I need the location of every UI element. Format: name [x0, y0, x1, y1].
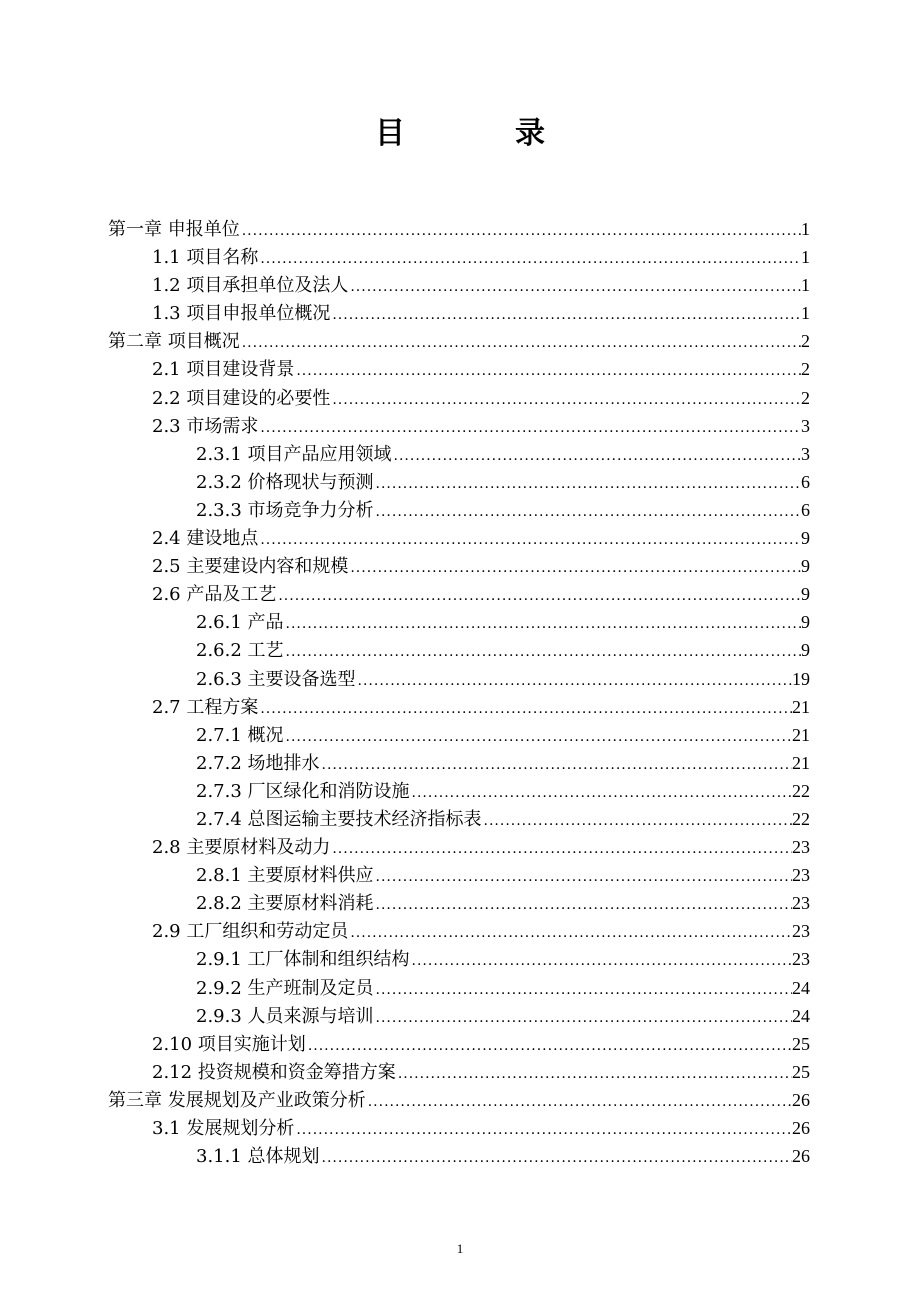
toc-entry[interactable]	[108, 524, 810, 552]
toc-entry-page: 23	[792, 921, 810, 942]
toc-leader-dots	[394, 442, 801, 470]
toc-entry[interactable]	[108, 468, 810, 496]
toc-entry-page: 24	[792, 977, 810, 998]
toc-entry-page: 22	[792, 780, 810, 801]
toc-entry[interactable]	[108, 412, 810, 440]
toc-leader-dots	[376, 498, 801, 526]
toc-entry-page: 9	[801, 528, 810, 549]
toc-entry-page: 1	[801, 275, 810, 296]
toc-leader-dots	[260, 414, 801, 442]
toc-leader-dots	[412, 947, 792, 975]
toc-entry[interactable]	[108, 271, 810, 299]
toc-entry[interactable]	[108, 721, 810, 749]
toc-leader-dots	[278, 582, 801, 610]
toc-entry[interactable]	[108, 355, 810, 383]
toc-entry[interactable]	[108, 1002, 810, 1030]
toc-entry-page: 9	[801, 612, 810, 633]
toc-leader-dots	[332, 386, 801, 414]
toc-entry-page: 3	[801, 415, 810, 436]
toc-entry-label: 2.6 产品及工艺	[152, 584, 277, 606]
toc-leader-dots	[296, 357, 801, 385]
toc-entry[interactable]	[108, 1114, 810, 1142]
toc-leader-dots	[260, 695, 792, 723]
toc-entry-label: 2.7 工程方案	[152, 696, 259, 718]
toc-entry-page: 25	[792, 1033, 810, 1054]
toc-entry-page: 26	[792, 1146, 810, 1167]
toc-entry-page: 21	[792, 752, 810, 773]
toc-entry[interactable]	[108, 243, 810, 271]
toc-entry[interactable]	[108, 665, 810, 693]
toc-leader-dots	[260, 526, 801, 554]
toc-leader-dots	[332, 301, 801, 329]
toc-entry[interactable]	[108, 1142, 810, 1170]
toc-leader-dots	[350, 554, 801, 582]
toc-entry-page: 6	[801, 471, 810, 492]
toc-entry-label: 2.6.3 主要设备选型	[196, 668, 356, 690]
toc-entry-page: 1	[801, 219, 810, 239]
toc-entry[interactable]	[108, 384, 810, 412]
toc-entry[interactable]	[108, 693, 810, 721]
toc-entry[interactable]	[108, 608, 810, 636]
toc-leader-dots	[412, 779, 792, 807]
toc-entry[interactable]	[108, 861, 810, 889]
toc-leader-dots	[350, 919, 792, 947]
toc-leader-dots	[332, 835, 792, 863]
toc-entry-page: 2	[801, 387, 810, 408]
toc-entry-label: 2.6.2 工艺	[196, 640, 284, 662]
toc-entry-page: 23	[792, 893, 810, 914]
toc-entry[interactable]	[108, 1086, 810, 1114]
toc-entry-label: 2.8 主要原材料及动力	[152, 837, 331, 859]
toc-entry[interactable]	[108, 777, 810, 805]
toc-entry-page: 9	[801, 640, 810, 661]
toc-leader-dots	[376, 863, 792, 891]
toc-entry[interactable]	[108, 327, 810, 355]
toc-entry-page: 21	[792, 696, 810, 717]
toc-entry-page: 2	[801, 359, 810, 380]
toc-entry-label: 2.3.3 市场竞争力分析	[196, 499, 374, 521]
toc-entry[interactable]	[108, 749, 810, 777]
toc-leader-dots	[376, 470, 801, 498]
toc-entry-label: 1.1 项目名称	[152, 247, 259, 269]
toc-entry-label: 2.7.1 概况	[196, 724, 284, 746]
toc-leader-dots	[350, 273, 801, 301]
toc-entry[interactable]	[108, 215, 810, 243]
toc-entry-label: 2.8.2 主要原材料消耗	[196, 893, 374, 915]
toc-entry-page: 9	[801, 584, 810, 605]
toc-leader-dots	[484, 807, 792, 835]
toc-entry-label: 1.2 项目承担单位及法人	[152, 275, 349, 297]
title-char-2: 录	[515, 116, 545, 151]
toc-entry-page: 23	[792, 865, 810, 886]
toc-leader-dots	[376, 891, 792, 919]
toc-entry[interactable]	[108, 552, 810, 580]
toc-leader-dots	[242, 217, 801, 245]
toc-entry-label: 2.7.2 场地排水	[196, 752, 320, 774]
toc-leader-dots	[398, 1060, 792, 1088]
toc-entry[interactable]	[108, 833, 810, 861]
toc-entry-label: 2.12 投资规模和资金筹措方案	[152, 1061, 396, 1083]
toc-entry[interactable]	[108, 889, 810, 917]
toc-entry-page: 24	[792, 1005, 810, 1026]
toc-entry-page: 1	[801, 247, 810, 268]
toc-entry-page: 26	[792, 1118, 810, 1138]
toc-entry-page: 6	[801, 499, 810, 520]
toc-entry-label: 3.1.1 总体规划	[196, 1146, 320, 1168]
toc-entry-label: 3.1 发展规划分析	[152, 1118, 295, 1139]
toc-entry-label: 2.8.1 主要原材料供应	[196, 865, 374, 887]
toc-entry-page: 23	[792, 837, 810, 858]
page-title	[0, 108, 920, 152]
toc-entry-page: 21	[792, 724, 810, 745]
toc-leader-dots	[242, 329, 801, 357]
toc-entry[interactable]	[108, 580, 810, 608]
toc-entry-label: 第三章 发展规划及产业政策分析	[108, 1089, 366, 1111]
table-of-contents	[108, 215, 810, 1170]
toc-entry-label: 2.1 项目建设背景	[152, 359, 295, 381]
title-char-1: 目	[375, 116, 405, 151]
toc-leader-dots	[322, 751, 792, 779]
toc-entry[interactable]	[108, 974, 810, 1002]
toc-entry-label: 2.7.3 厂区绿化和消防设施	[196, 780, 410, 802]
toc-entry-page: 23	[792, 949, 810, 970]
toc-entry-label: 2.3 市场需求	[152, 415, 259, 437]
toc-leader-dots	[308, 1032, 792, 1060]
toc-entry-page: 9	[801, 556, 810, 577]
toc-entry-page: 25	[792, 1061, 810, 1082]
toc-entry[interactable]	[108, 1030, 810, 1058]
toc-entry-label: 2.7.4 总图运输主要技术经济指标表	[196, 808, 482, 830]
toc-entry[interactable]	[108, 945, 810, 973]
toc-leader-dots	[368, 1088, 792, 1116]
toc-entry-label: 2.4 建设地点	[152, 528, 259, 550]
toc-entry[interactable]	[108, 496, 810, 524]
toc-entry-label: 第一章 申报单位	[108, 219, 240, 240]
toc-entry-label: 1.3 项目申报单位概况	[152, 303, 331, 325]
toc-entry-label: 第二章 项目概况	[108, 331, 240, 353]
toc-entry-label: 2.10 项目实施计划	[152, 1033, 306, 1055]
toc-entry[interactable]	[108, 917, 810, 945]
toc-leader-dots	[286, 610, 801, 638]
toc-leader-dots	[376, 976, 792, 1004]
toc-leader-dots	[376, 1004, 792, 1032]
toc-entry-label: 2.5 主要建设内容和规模	[152, 556, 349, 578]
toc-entry-page: 1	[801, 303, 810, 324]
toc-entry-page: 22	[792, 808, 810, 829]
toc-leader-dots	[286, 638, 801, 666]
toc-entry-label: 2.9.1 工厂体制和组织结构	[196, 949, 410, 971]
page-number: 1	[456, 1241, 464, 1256]
toc-entry-page: 3	[801, 443, 810, 464]
toc-entry-page: 2	[801, 331, 810, 352]
toc-entry-page: 26	[792, 1089, 810, 1110]
toc-entry-label: 2.6.1 产品	[196, 612, 284, 634]
toc-leader-dots	[322, 1144, 792, 1172]
toc-entry[interactable]	[108, 299, 810, 327]
toc-entry-label: 2.3.2 价格现状与预测	[196, 471, 374, 493]
toc-entry-label: 2.9 工厂组织和劳动定员	[152, 921, 349, 943]
toc-leader-dots	[260, 245, 801, 273]
toc-leader-dots	[286, 723, 792, 751]
toc-leader-dots	[296, 1116, 792, 1144]
toc-entry-label: 2.3.1 项目产品应用领域	[196, 443, 392, 465]
toc-entry[interactable]	[108, 805, 810, 833]
toc-entry[interactable]	[108, 440, 810, 468]
toc-entry[interactable]	[108, 1058, 810, 1086]
toc-entry-label: 2.9.3 人员来源与培训	[196, 1005, 374, 1027]
toc-entry-page: 19	[792, 668, 810, 689]
toc-entry[interactable]	[108, 636, 810, 664]
toc-entry-label: 2.2 项目建设的必要性	[152, 387, 331, 409]
toc-leader-dots	[358, 667, 792, 695]
toc-entry-label: 2.9.2 生产班制及定员	[196, 977, 374, 999]
